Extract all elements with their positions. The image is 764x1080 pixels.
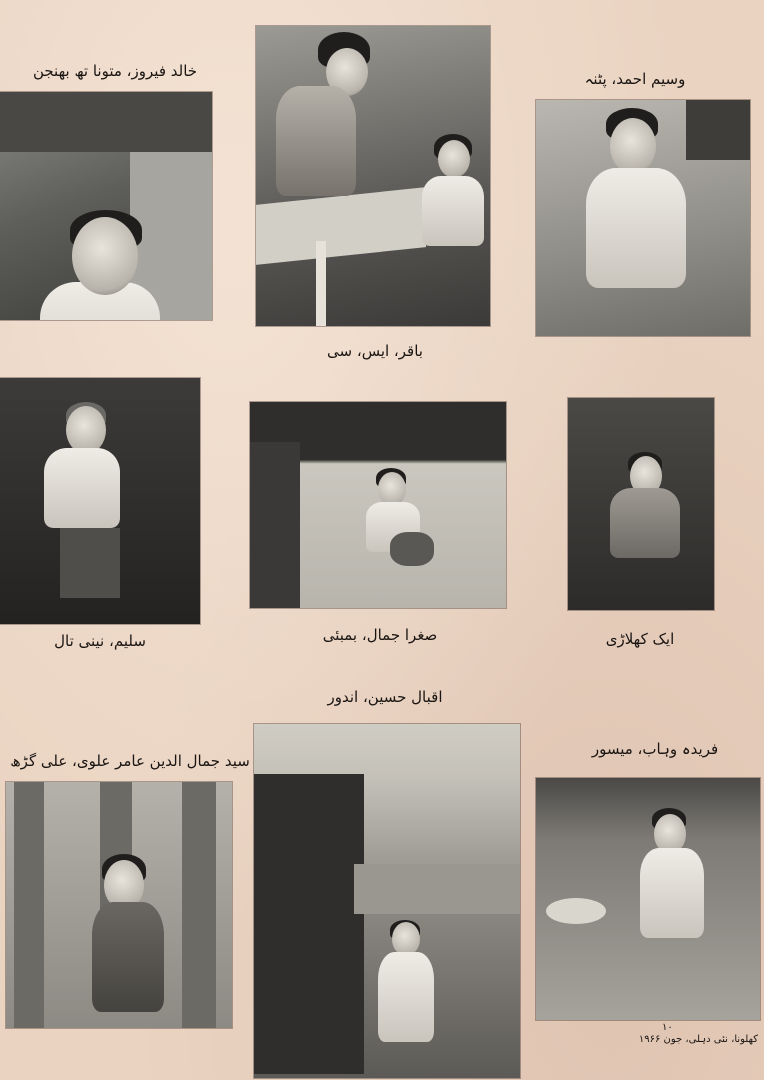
caption-saleem: سلیم، نینی تال	[54, 632, 146, 650]
photo-khalid-feroz	[0, 92, 212, 320]
photo-baqar-classroom	[256, 26, 490, 326]
caption-khalid-feroz: خالد فیروز، متونا تھ بھنجن	[32, 62, 198, 80]
page-number: ۱۰	[662, 1022, 673, 1033]
photo-waseem-ahmad	[536, 100, 750, 336]
caption-waseem-ahmad: وسیم احمد، پٹنہ	[584, 70, 686, 88]
photo-syed-jamaluddin	[6, 782, 232, 1028]
photo-saleem	[0, 378, 200, 624]
photo-iqbal-hussain	[254, 724, 520, 1078]
caption-baqar: باقر، ایس، سی	[327, 342, 423, 360]
caption-iqbal-hussain: اقبال حسین، اندور	[327, 688, 443, 706]
caption-syed-jamaluddin: سید جمال الدین عامر علوی، علی گڑھ	[10, 752, 250, 770]
caption-ek-khiladi: ایک کھلاڑی	[605, 630, 675, 648]
caption-sughra-jamal: صغرا جمال، بمبئی	[322, 626, 438, 644]
photo-farida-wahab	[536, 778, 760, 1020]
publication-footer: کھلونا، نئی دہلی، جون ۱۹۶۶	[638, 1034, 758, 1045]
photo-sughra-jamal	[250, 402, 506, 608]
caption-farida-wahab: فریدہ وہاب، میسور	[591, 740, 719, 758]
photo-ek-khiladi	[568, 398, 714, 610]
